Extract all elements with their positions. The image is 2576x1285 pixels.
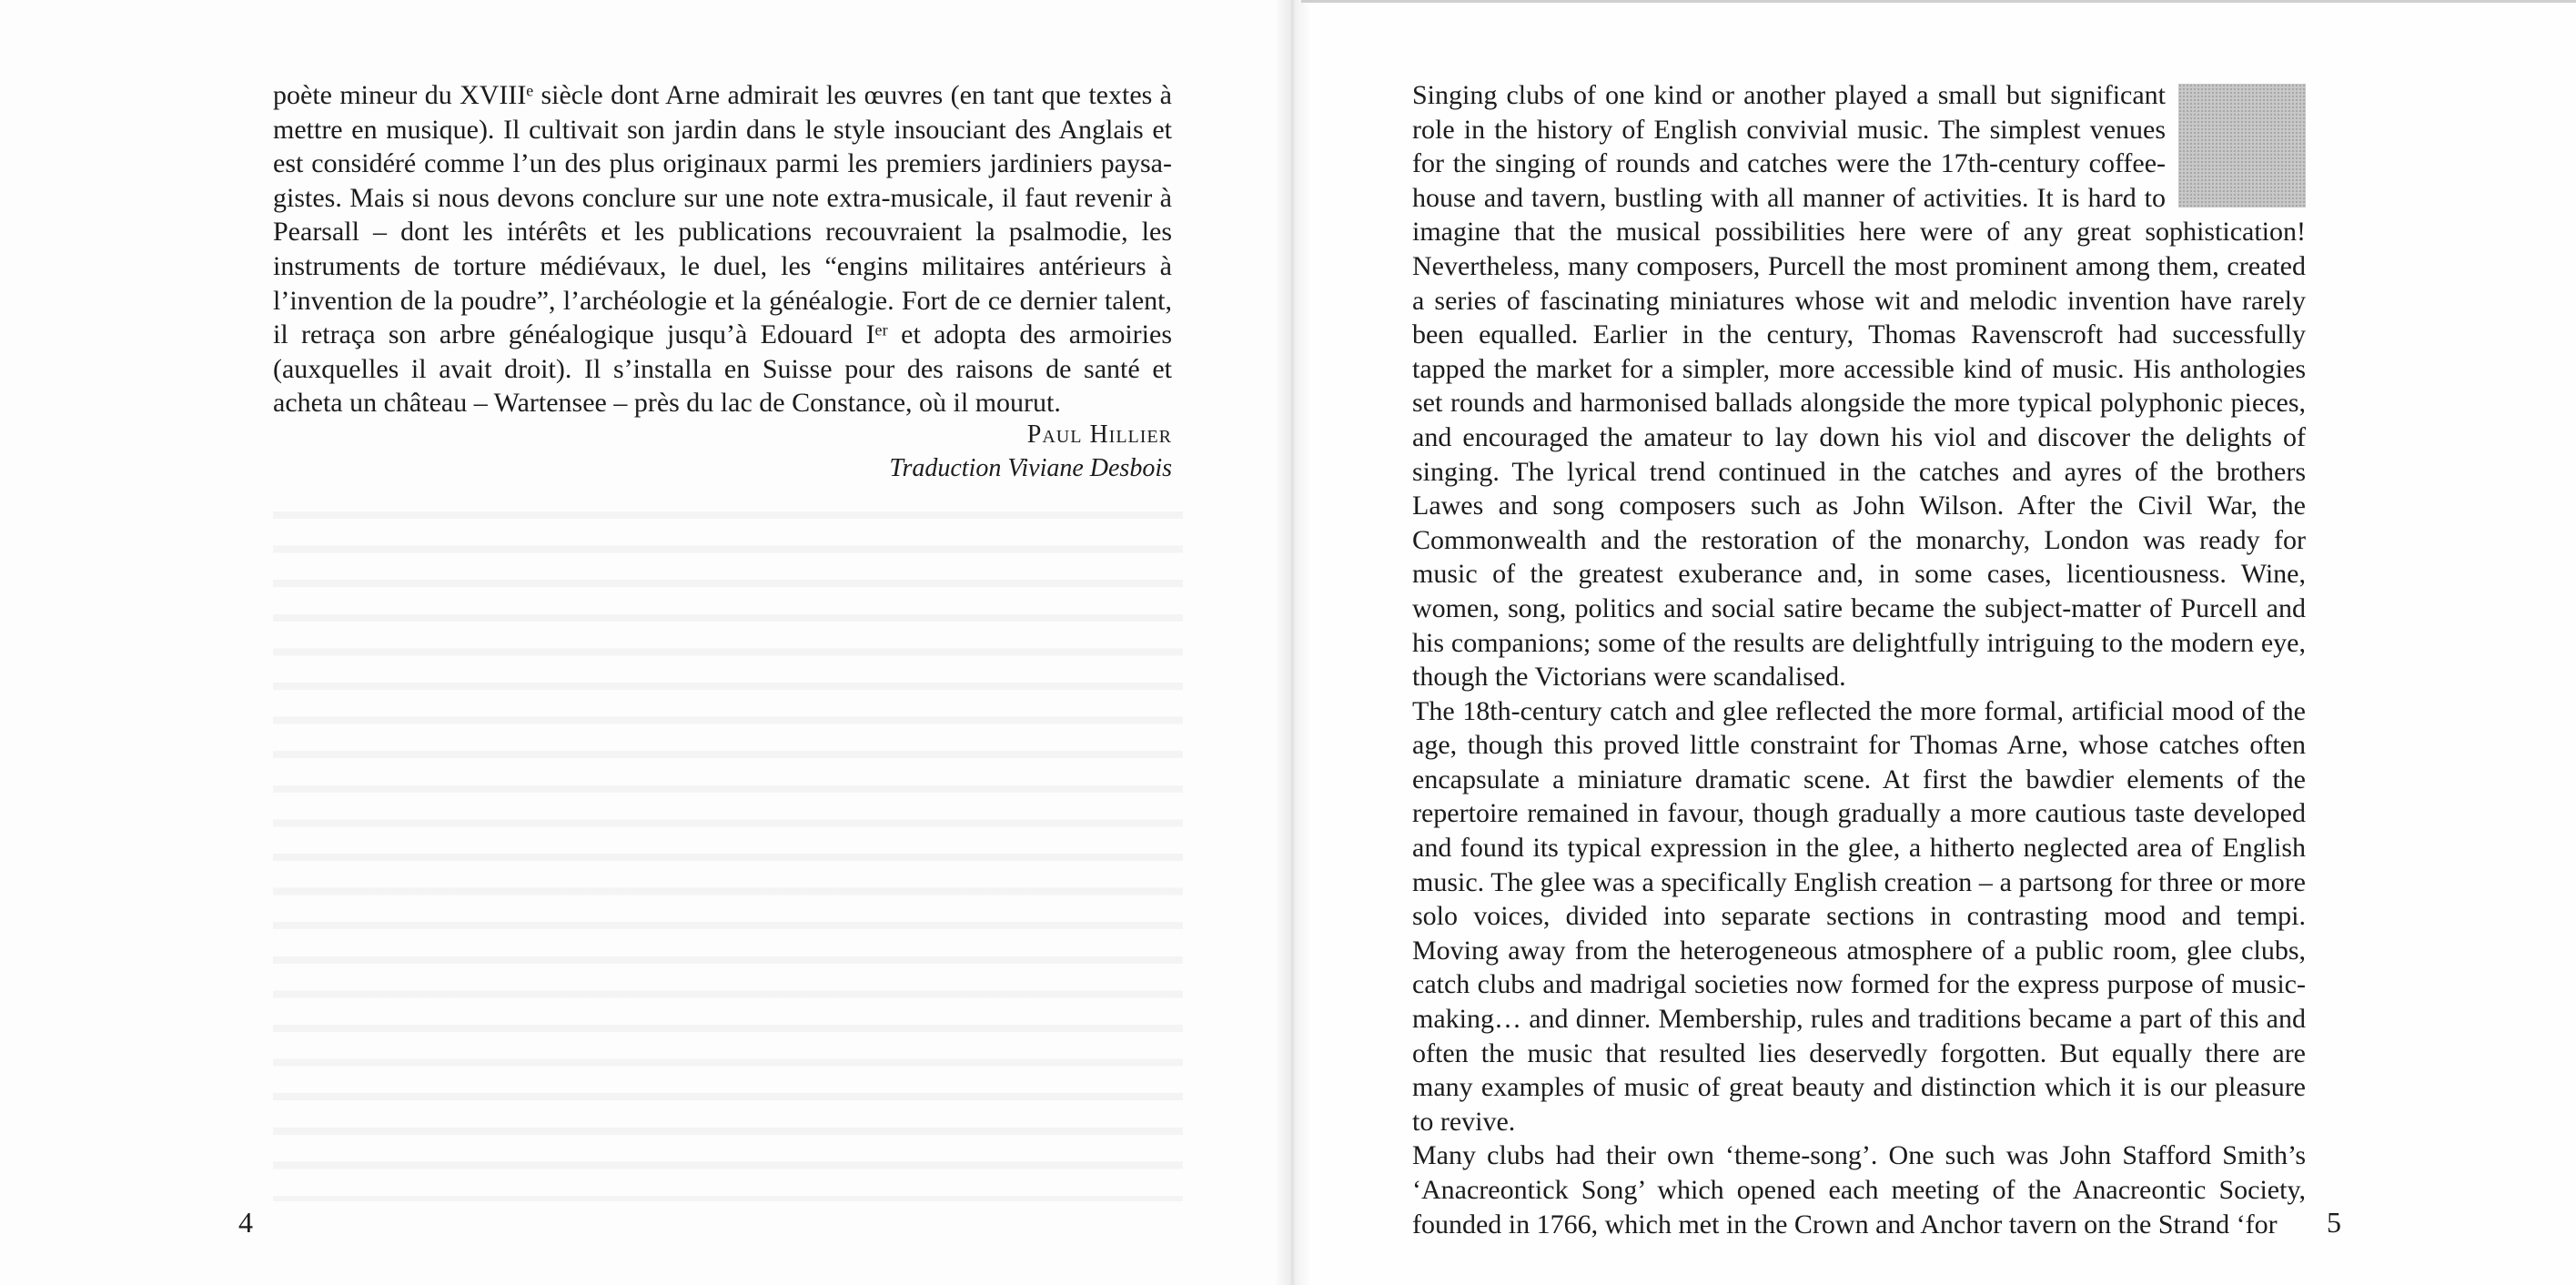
translator-credit: Traduction Viviane Desbois xyxy=(889,454,1172,482)
book-gutter xyxy=(1274,0,1310,1285)
french-text-block xyxy=(273,78,1172,420)
page-number-right: 5 xyxy=(2327,1206,2341,1239)
author-credit: Paul Hillier xyxy=(1026,420,1172,449)
paragraph-singing-clubs-text: Singing clubs of one kind or another played a small but significant role in the history of English convivial music. The simplest venues for the singing of rounds and catches were the 17th-century coffee-house and tavern, bustling with all manner of activities. It is hard to imagine that the musical possibilities here were of any great sophistication! Nevertheless, many composers, Purcell the most prominent among them, created a series of fascinating miniatures whose wit and melodic invention have rarely been equalled. Earlier in the century, Thomas Ravenscroft had successfully tapped the market for a simpler, more accessible kind of music. His anthologies set rounds and harmonised ballads alongside the more typical polyphonic pieces, and encouraged the amateur to lay down his viol and discover the delights of singing. The lyrical trend continued in the catches and ayres of the brothers Lawes and song composers such as John Wilson. After the Civil War, the Commonwealth and the restoration of the monarchy, London was ready for music of the greatest exuberance and, in some cases, licentiousness. Wine, women, song, politics and social satire became the subject-matter of Purcell and his companions; some of the results are delightfully intriguing to the modern eye, though the Victorians were scandalised. xyxy=(1412,80,2306,693)
french-paragraph: poète mineur du XVIIIᵉ siècle dont Arne admirait les œuvres (en tant que textes à mettre en musique). Il cultivait son jardin dans le style insouciant des Anglais et est considéré comme l’un des plus originaux parmi les premiers jardiniers paysagistes. Mais si nous devons conclure sur une note extra-musicale, il faut revenir à Pearsall – dont les intérêts et les publications recouvraient la psalmodie, les instruments de torture médiévaux, le duel, les “engins militaires antérieurs à l’invention de la poudre”, l’archéologie et la généalogie. Fort de ce dernier talent, il retraça son arbre généalogique jusqu’à Edouard Iᵉʳ et adopta des armoiries (auxquelles il avait droit). Il s’installa en Suisse pour des raisons de santé et acheta un château – Wartensee – près du lac de Constance, où il mourut. xyxy=(273,80,1172,419)
english-text-block xyxy=(1412,78,2306,1241)
paragraph-catch-and-glee: The 18th-century catch and glee reflected the more formal, artificial mood of the age, though this proved little constraint for Thomas Arne, whose catches often encapsulate a miniature dramatic scene. At first the bawdier elements of the repertoire remained in favour, though gradually a more cautious taste developed and found its typical expression in the glee, a hitherto neglected area of English music. The glee was a specifically English creation – a partsong for three or more solo voices, divided into separate sections in contrasting mood and tempi. Moving away from the heterogeneous atmosphere of a public room, glee clubs, catch clubs and madrigal societies now formed for the express purpose of music-making… and dinner. Membership, rules and traditions became a part of this and often the music that resulted lies deservedly forgotten. But equally there are many examples of music of great beauty and distinction which it is our pleasure to revive. xyxy=(1412,695,2306,1137)
show-through-text xyxy=(273,491,1183,1201)
page-number-left: 4 xyxy=(238,1206,253,1239)
halftone-image-placeholder xyxy=(2178,84,2306,207)
paragraph-theme-song: Many clubs had their own ‘theme-song’. One such was John Stafford Smith’s ‘Anacreontick Song’ which opened each meeting of the Anacreontic Society, founded in 1766, which met in the Crown and Anchor tavern on the Strand ‘for xyxy=(1412,1140,2306,1239)
page-top-edge xyxy=(1301,0,2576,3)
paragraph-singing-clubs xyxy=(1412,78,2306,694)
